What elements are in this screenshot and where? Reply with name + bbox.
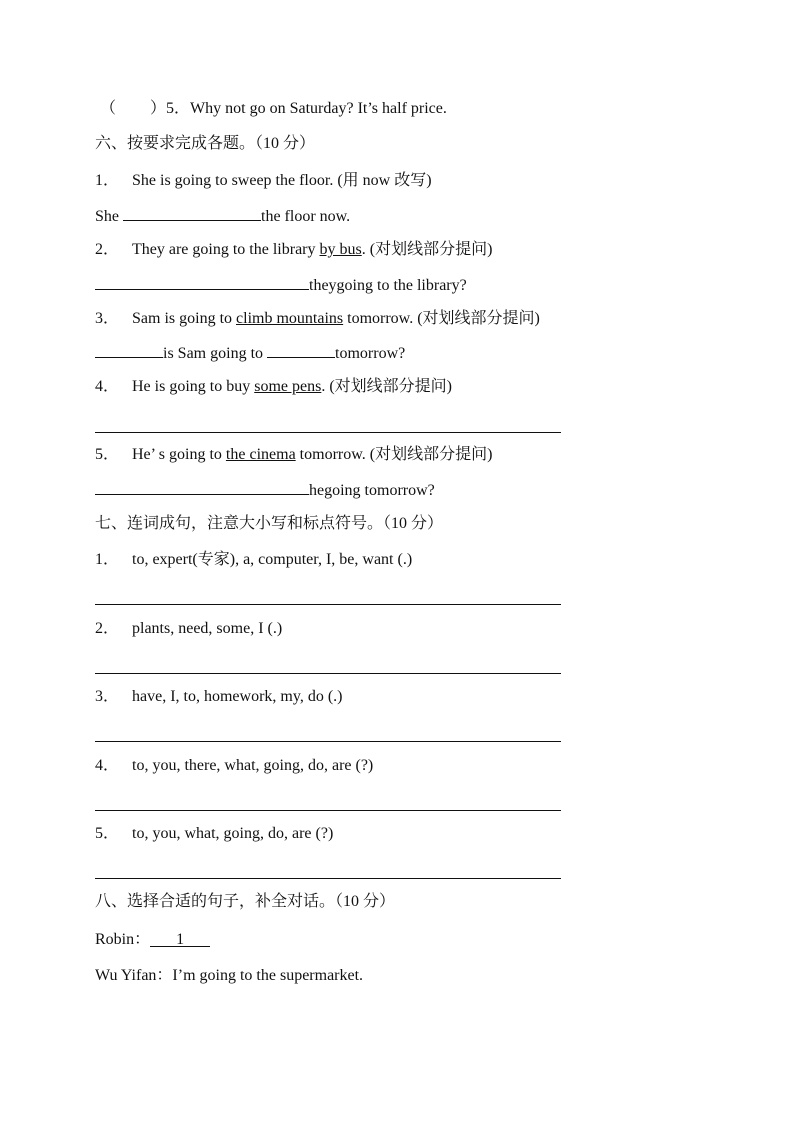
answer-paren-close: ） xyxy=(150,100,167,117)
s6-q4: 4． He is going to buy some pens. (对划线部分提问) xyxy=(95,378,452,395)
s7-item: 1． to, expert(专家), a, computer, I, be, want (.) xyxy=(95,551,413,568)
underlined-part: by bus xyxy=(319,241,362,258)
s7-item: 2． plants, need, some, I (.) xyxy=(95,620,283,637)
s6-q2: 2． They are going to the library by bus. (对划线部分提问) xyxy=(95,241,493,258)
speaker-label: Wu Yifan： xyxy=(95,967,173,984)
s6-q1-text: She is going to sweep the floor. (用 now 改写) xyxy=(132,172,432,189)
section-8-heading: 八、选择合适的句子，补全对话。（10 分） xyxy=(95,893,396,910)
answer-line[interactable] xyxy=(95,741,561,742)
underlined-part: some pens xyxy=(254,378,322,395)
answer-blank[interactable] xyxy=(95,480,309,495)
question-text: Why not go on Saturday? It’s half price. xyxy=(190,100,447,117)
answer-line[interactable] xyxy=(95,604,561,605)
answer-line[interactable] xyxy=(95,878,561,879)
s6-q2-answer: theygoing to the library? xyxy=(95,275,467,296)
answer-line[interactable] xyxy=(95,432,561,433)
answer-blank[interactable] xyxy=(267,343,335,358)
section-6-heading: 六、按要求完成各题。（10 分） xyxy=(95,135,316,152)
s6-q5: 5． He’ s going to the cinema tomorrow. (对划线部分提问) xyxy=(95,446,493,463)
speaker-label: Robin： xyxy=(95,931,151,948)
dialogue-blank[interactable]: 1 xyxy=(150,930,210,947)
s7-item: 4． to, you, there, what, going, do, are (?) xyxy=(95,757,374,774)
s6-q1-answer: She the floor now. xyxy=(95,208,351,225)
answer-line[interactable] xyxy=(95,673,561,674)
answer-blank[interactable] xyxy=(95,343,163,358)
underlined-part: climb mountains xyxy=(236,310,344,327)
dialogue-robin xyxy=(95,930,210,950)
underlined-part: the cinema xyxy=(225,446,296,463)
answer-paren-open: （ xyxy=(100,100,117,117)
s6-q5-answer: hegoing tomorrow? xyxy=(95,480,435,501)
answer-blank[interactable] xyxy=(95,275,309,290)
top-question-5 xyxy=(100,99,447,119)
section-7-heading: 七、连词成句，注意大小写和标点符号。（10 分） xyxy=(95,515,444,532)
s6-q3: 3． Sam is going to climb mountains tomorrow. (对划线部分提问) xyxy=(95,310,540,327)
question-number: 5． xyxy=(166,100,191,117)
s6-q1: 1． She is going to sweep the floor. (用 now 改写) xyxy=(95,172,432,189)
s7-item: 5． to, you, what, going, do, are (?) xyxy=(95,825,334,842)
s6-q3-answer: is Sam going to tomorrow? xyxy=(95,343,405,364)
answer-line[interactable] xyxy=(95,810,561,811)
answer-blank[interactable] xyxy=(123,206,261,221)
s7-item: 3． have, I, to, homework, my, do (.) xyxy=(95,688,343,705)
dialogue-wu-yifan: Wu Yifan：I’m going to the supermarket. xyxy=(95,967,364,984)
